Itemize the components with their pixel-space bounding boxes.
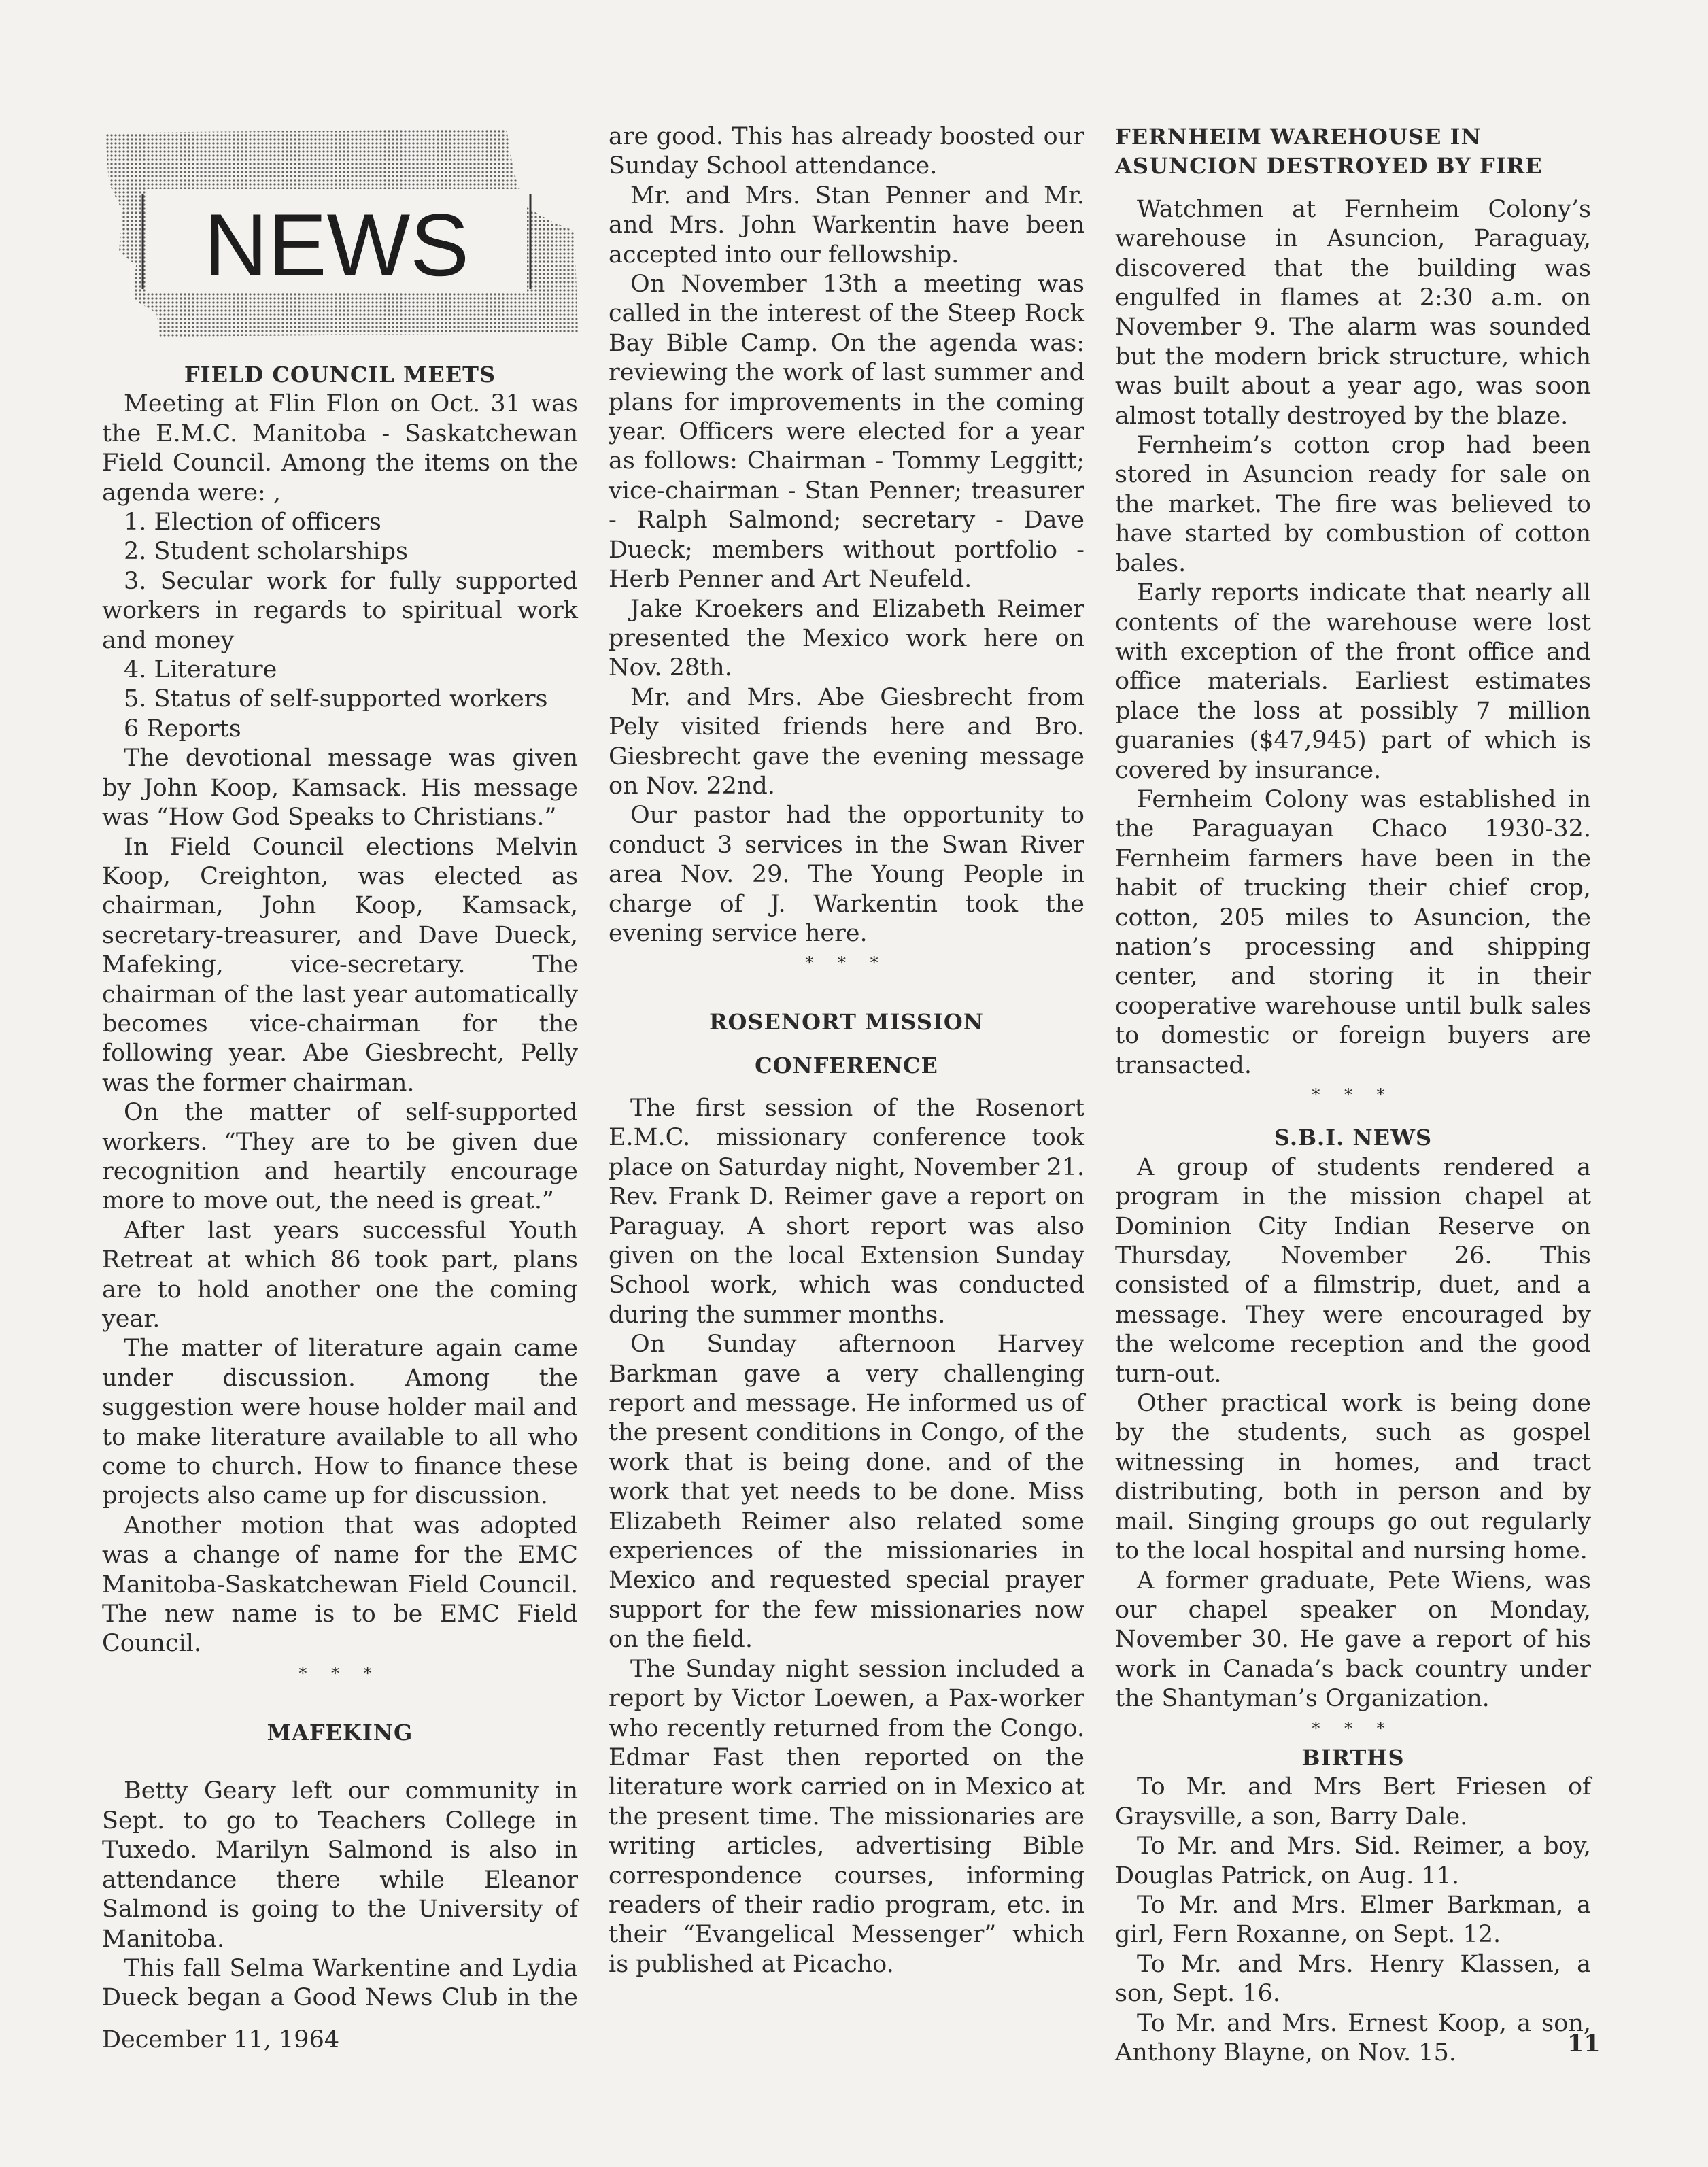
sbi-heading: S.B.I. NEWS [1274,1125,1433,1151]
rosenort-subheading: CONFERENCE [755,1052,938,1078]
article-paragraph: Early reports indicate that nearly all contents of the warehouse were lost with exception of the front office and office materials. Earliest estimates place the loss at possibly 7 million guaranies ($47,945) part of which is covered by insurance. [1115,579,1591,784]
article-paragraph: The devotional message was given by John Koop, Kamsack. His message was “How God Speaks to Christians.” [102,745,578,832]
article-paragraph: Jake Kroekers and Elizabeth Reimer presented the Mexico work here on Nov. 28th. [609,595,1084,682]
birth-announcement: To Mr. and Mrs. Sid. Reimer, a boy, Douglas Patrick, on Aug. 11. [1115,1832,1591,1890]
agenda-item: 3. Secular work for fully supported workers in regards to spiritual work and money [102,567,578,654]
article-paragraph: Other practical work is being done by the students, such as gospel witnessing in homes, and tract distributing, both in person and by mail. Singing groups go out regularly to the local hospital and nursing home. [1115,1390,1591,1565]
section-separator: * * * [1312,1085,1395,1104]
birth-announcement: To Mr. and Mrs Bert Friesen of Graysville, a son, Barry Dale. [1115,1773,1591,1830]
fernheim-heading: FERNHEIM WAREHOUSE IN ASUNCION DESTROYED BY FIRE [1115,124,1543,180]
article-paragraph: Another motion that was adopted was a change of name for the EMC Manitoba-Saskatchewan Field Council. The new name is to be EMC Field Council. [102,1512,578,1658]
column-1 [102,360,578,2013]
agenda-list [102,508,578,744]
article-paragraph: A group of students rendered a program in the mission chapel at Dominion City Indian Reserve on Thursday, November 26. This consisted of a filmstrip, duet, and a message. They were encouraged by the welcome reception and the good turn-out. [1115,1153,1591,1388]
news-logo-text: NEWS [204,195,469,294]
birth-announcement: To Mr. and Mrs. Ernest Koop, a son, Anthony Blayne, on Nov. 15. [1115,2009,1591,2066]
agenda-item: 2. Student scholarships [124,538,408,566]
field-council-intro: Meeting at Flin Flon on Oct. 31 was the E.M.C. Manitoba - Saskatchewan Field Council. Among the items on the agenda were: , [102,390,578,507]
article-paragraph: Watchmen at Fernheim Colony’s warehouse in Asuncion, Paraguay, discovered that the building was engulfed in flames at 2:30 a.m. on November 9. The alarm was sounded but the modern brick structure, which was built about a year ago, was soon almost totally destroyed by the blaze. [1115,195,1591,430]
article-paragraph: Our pastor had the opportunity to conduct 3 services in the Swan River area Nov. 29. The Young People in charge of J. Warkentin took the evening service here. [609,802,1084,947]
births-heading: BIRTHS [1301,1744,1405,1771]
article-paragraph: Mr. and Mrs. Abe Giesbrecht from Pely visited friends here and Bro. Giesbrecht gave the evening message on Nov. 22nd. [609,683,1084,800]
news-logo [105,129,581,340]
article-paragraph: The matter of literature again came under discussion. Among the suggestion were house holder mail and to make literature available to all who come to church. How to finance these projects also came up for discussion. [102,1335,578,1510]
article-paragraph: Betty Geary left our community in Sept. to go to Teachers College in Tuxedo. Marilyn Salmond is also in attendance there while Eleanor Salmond is going to the University of Manitoba. [102,1777,578,1953]
agenda-item: 6 Reports [124,715,241,743]
article-paragraph: On the matter of self-supported workers. “They are to be given due recognition and heartily encourage more to move out, the need is great.” [102,1099,578,1215]
section-separator: * * * [805,953,888,973]
field-council-heading: FIELD COUNCIL MEETS [184,362,496,388]
article-paragraph: Fernheim Colony was established in the Paraguayan Chaco 1930-32. Fernheim farmers have been in the habit of trucking their chief crop, cotton, 205 miles to Asuncion, the nation’s processing and shipping center, and storing it in their cooperative warehouse until bulk sales to domestic or foreign buyers are transacted. [1115,785,1591,1079]
article-paragraph: Mr. and Mrs. Stan Penner and Mr. and Mrs. John Warkentin have been accepted into our fellowship. [609,182,1084,269]
article-paragraph: This fall Selma Warkentine and Lydia Dueck began a Good News Club in the [102,1954,578,2012]
agenda-item: 4. Literature [124,656,277,684]
article-paragraph: Fernheim’s cotton crop had been stored in Asuncion ready for sale on the market. The fire was believed to have started by combustion of cotton bales. [1115,432,1591,577]
section-separator: * * * [1312,1718,1395,1738]
article-paragraph: On Sunday afternoon Harvey Barkman gave a very challenging report and message. He informed us of the present conditions in Congo, of the work that is being done. and of the work that yet needs to be done. Miss Elizabeth Reimer also related some experiences of the missionaries in Mexico and requested special prayer support for the few missionaries now on the field. [609,1331,1084,1654]
column-2 [609,122,1084,1979]
article-paragraph: The first session of the Rosenort E.M.C. missionary conference took place on Saturday night, November 21. Rev. Frank D. Reimer gave a report on Paraguay. A short report was also given on the local Extension Sunday School work, which was conducted during the summer months. [609,1094,1084,1329]
agenda-item: 1. Election of officers [124,509,381,536]
birth-announcement: To Mr. and Mrs. Elmer Barkman, a girl, Fern Roxanne, on Sept. 12. [1115,1891,1591,1949]
article-paragraph: The Sunday night session included a report by Victor Loewen, a Pax-worker who recently returned from the Congo. Edmar Fast then reported on the literature work carried on in Mexico at the present time. The missionaries are writing articles, advertising Bible correspondence courses, informing readers of their radio program, etc. in their “Evangelical Messenger” which is published at Picacho. [609,1655,1084,1978]
article-paragraph: A former graduate, Pete Wiens, was our chapel speaker on Monday, November 30. He gave a report of his work in Canada’s back country under the Shantyman’s Organization. [1115,1567,1591,1713]
agenda-item: 5. Status of self-supported workers [124,685,548,713]
page-number: 11 [1567,2030,1601,2058]
rosenort-heading: ROSENORT MISSION [708,1009,985,1036]
birth-announcement: To Mr. and Mrs. Henry Klassen, a son, Sept. 16. [1115,1950,1591,2008]
article-paragraph: On November 13th a meeting was called in the interest of the Steep Rock Bay Bible Camp. On the agenda was: reviewing the work of last summer and plans for improvements in the coming year. Officers were elected for a year as follows: Chairman - Tommy Leggitt; vice-chairman - Stan Penner; treasurer - Ralph Salmond; secretary - Dave Dueck; members without portfolio - Herb Penner and Art Neufeld. [609,271,1084,594]
article-paragraph: After last years successful Youth Retreat at which 86 took part, plans are to hold another one the coming year. [102,1216,578,1333]
section-separator: * * * [298,1663,381,1683]
column-3 [1115,122,1591,2068]
mafeking-heading: MAFEKING [267,1719,413,1745]
article-paragraph: In Field Council elections Melvin Koop, Creighton, was elected as chairman, John Koop, Kamsack, secretary-treasurer, and Dave Dueck, Mafeking, vice-secretary. The chairman of the last year automatically becomes vice-chairman for the following year. Abe Giesbrecht, Pelly was the former chairman. [102,833,578,1097]
article-paragraph-continued: are good. This has already boosted our Sunday School attendance. [609,123,1084,180]
issue-date: December 11, 1964 [102,2026,340,2053]
